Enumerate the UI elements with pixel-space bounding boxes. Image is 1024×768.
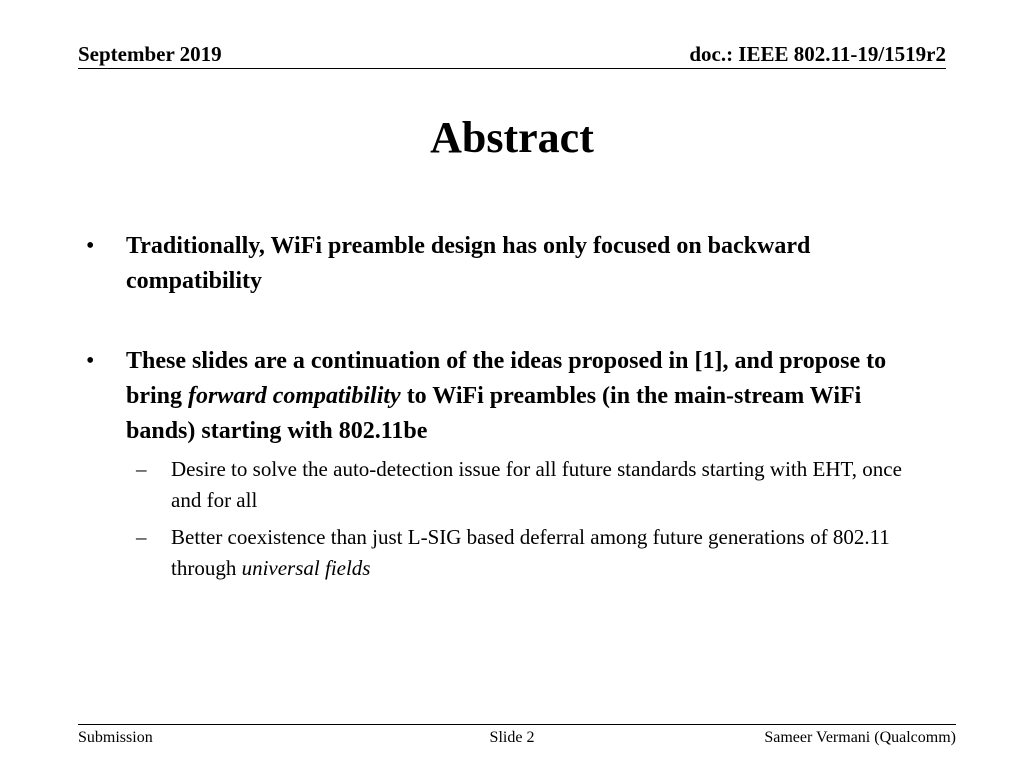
sub-bullet-text-before: Better coexistence than just L-SIG based deferral among future generations of 802.11 through <box>171 525 890 580</box>
footer-author: Sameer Vermani (Qualcomm) <box>764 729 956 746</box>
bullet-text-before: These slides are a continuation of the ideas proposed in [1], and propose to bring <box>126 348 887 409</box>
header-date: September 2019 <box>78 42 222 66</box>
bullet-marker: • <box>86 348 95 374</box>
slide-title: Abstract <box>430 113 594 162</box>
bullet-marker: • <box>86 233 95 259</box>
sub-bullet-marker: – <box>136 457 147 481</box>
bullet-text: Traditionally, WiFi preamble design has only focused on backward compatibility <box>126 233 811 294</box>
footer-submission: Submission <box>78 729 153 746</box>
sub-bullet-emphasis: universal fields <box>241 556 371 580</box>
footer-slide-number: Slide 2 <box>489 729 535 746</box>
header-doc-id: doc.: IEEE 802.11-19/1519r2 <box>689 42 946 66</box>
bullet-item <box>86 229 926 299</box>
bullet-item <box>86 344 926 449</box>
header-divider <box>78 68 946 69</box>
sub-bullet-item <box>136 522 931 584</box>
sub-bullet-item <box>136 454 931 516</box>
bullet-text-after: to WiFi preambles (in the main-stream WiFi bands) starting with 802.11be <box>126 383 862 444</box>
sub-bullet-text: Desire to solve the auto-detection issue for all future standards starting with EHT, once and for all <box>171 457 902 512</box>
sub-bullet-marker: – <box>136 525 147 549</box>
bullet-emphasis: forward compatibility <box>188 383 401 409</box>
footer-divider <box>78 724 956 725</box>
